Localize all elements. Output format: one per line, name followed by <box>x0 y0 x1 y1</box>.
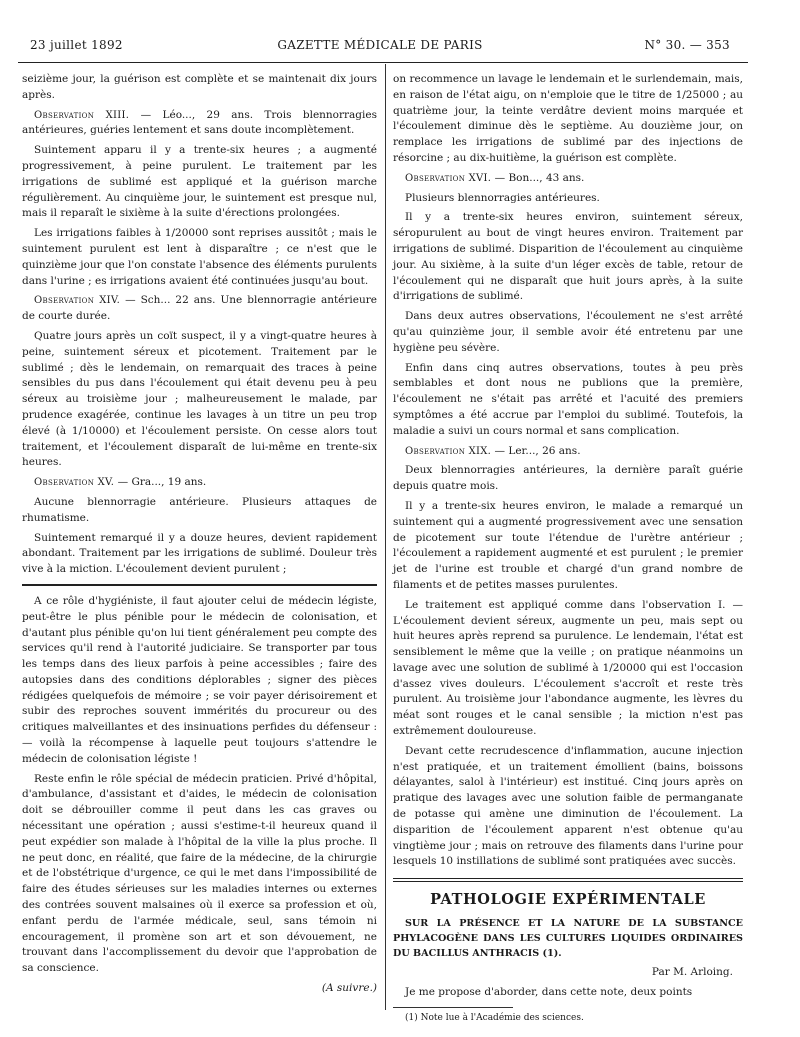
paragraph: on recommence un lavage le lendemain et le surlendemain, mais, en raison de l'état aigu, on n'emploie que le titre de 1/25000 ; au quatrième jour, la teinte verdâtre devient moins marquée et l'écoulement diminue dès le septième. Au douzième jour, on remplace les irrigations de sublimé par des injections de résorcine ; au dix-huitième, la guérison est complète. <box>393 73 743 164</box>
paragraph: Aucune blennorragie antérieure. Plusieurs attaques de rhumatisme. <box>22 495 377 524</box>
paragraph: A ce rôle d'hygiéniste, il faut ajouter celui de médecin légiste, peut-être le plus pénible pour le médecin de colonisation, et d'autant plus pénible qu'on lui tient généralement peu compte des services qu'il rend à l'autorité judiciaire. Se transporter par tous les temps dans des lieux parfois à peine accessibles ; faire des autopsies dans des conditions déplorables ; signer des pièces rédigées quelquefois de mémoire ; se voir payer dérisoirement et subir des reproches souvent immérités du procureur ou des critiques malveillantes et des insinuations perfides du défenseur : — voilà la récompense à laquelle peut toujours s'attendre le médecin de colonisation légiste ! <box>22 594 377 765</box>
paragraph: Je me propose d'aborder, dans cette note, deux points <box>405 985 693 998</box>
paragraph: Suintement remarqué il y a douze heures, devient rapidement abondant. Traitement par les irrigations de sublimé. Douleur très vive à la miction. L'écoulement devient purulent ; <box>22 531 377 576</box>
observation-label: Observation XIV. <box>34 295 121 307</box>
article-subtitle: SUR LA PRÉSENCE ET LA NATURE DE LA SUBSTANCE PHYLACOGÈNE DANS LES CULTURES LIQUIDES ORDINAIRES DU BACILLUS ANTHRACIS (1). <box>393 918 743 960</box>
observation-13 <box>22 108 377 140</box>
footnote-rule <box>393 1007 513 1008</box>
paragraph: seizième jour, la guérison est complète et se maintenait dix jours après. <box>22 73 377 101</box>
observation-16 <box>393 171 743 187</box>
observation-15 <box>22 475 377 491</box>
observation-label: Observation XV. <box>34 477 115 489</box>
observation-text: — Ler..., 26 ans. <box>491 444 581 457</box>
paragraph: Il y a trente-six heures environ, le malade a remarqué un suintement qui a augmenté progressivement avec une sensation de picotement sur toute l'étendue de l'urètre antérieur ; l'écoulement a rapidement augmenté et est purulent ; le premier jet de l'urine est trouble et chargé d'un grand nombre de filaments et de petites masses purulentes. <box>393 499 743 591</box>
journal-title: GAZETTE MÉDICALE DE PARIS <box>277 38 483 52</box>
page-number: N° 30. — 353 <box>644 38 730 52</box>
paragraph: Le traitement est appliqué comme dans l'observation I. — L'écoulement devient séreux, augmente un peu, mais sept ou huit heures après reprend sa purulence. Le lendemain, l'état est sensiblement le même que la veille ; on pratique néanmoins un lavage avec une solution de sublimé à 1/20000 qui est l'occasion d'assez vives douleurs. L'écoulement s'accroît et reste très purulent. Au troisième jour l'abondance augmente, les lèvres du méat sont rouges et le canal sensible ; la miction n'est pas extrêmement douloureuse. <box>393 598 743 738</box>
observation-label: Observation XIX. <box>405 445 492 457</box>
observation-text: — Léo..., 29 ans. Trois blennorragies antérieures, guéries lentement et sans doute incomplètement. <box>22 108 377 137</box>
observation-text: — Gra..., 19 ans. <box>114 476 207 489</box>
right-column <box>393 72 743 1030</box>
paragraph: Quatre jours après un coït suspect, il y a vingt-quatre heures à peine, suintement séreux et picotement. Traitement par le sublimé ; dès le lendemain, on remarquait des traces à peine sensibles du pus dans l'écoulement qui était devenu peu à peu séreux au troisième jour ; malheureusement le malade, par prudence exagérée, continue les lavages à un titre un peu trop élevé (à 1/10000) et l'écoulement persiste. On cesse alors tout traitement, et l'écoulement disparaît de lui-même en trente-six heures. <box>22 329 377 469</box>
observation-text: — Bon..., 43 ans. <box>491 171 585 184</box>
paragraph: Suintement apparu il y a trente-six heures ; a augmenté progressivement, à peine purulent. Le traitement par les irrigations de sublimé est appliqué et la guérison marche régulièrement. Au cinquième jour, le suintement est presque nul, mais il reparaît le sixième à la suite d'érections prolongées. <box>22 144 377 220</box>
footnote: (1) Note lue à l'Académie des sciences. <box>405 1012 584 1023</box>
header-rule <box>18 62 748 63</box>
observation-text: — Sch... 22 ans. Une blennorragie antérieure de courte durée. <box>22 294 377 323</box>
article-author: Par M. Arloing. <box>651 966 733 979</box>
page-header <box>30 38 730 58</box>
column-divider <box>385 64 386 1010</box>
section-separator <box>22 584 377 586</box>
left-column <box>22 72 377 997</box>
section-rule <box>393 881 743 882</box>
section-rule <box>393 878 743 879</box>
paragraph: Il y a trente-six heures environ, suintement séreux, séropurulent au bout de vingt heures environ. Traitement par irrigations de sublimé. Disparition de l'écoulement au cinquième jour. Au sixième, à la suite d'un léger excès de table, retour de l'écoulement qui ne disparaît que huit jours après, à la suite d'irrigations de sublimé. <box>393 211 743 303</box>
paragraph: Dans deux autres observations, l'écoulement ne s'est arrêté qu'au quinzième jour, il semble avoir été entretenu par une hygiène peu sévère. <box>393 310 743 354</box>
observation-19 <box>393 444 743 460</box>
observation-14 <box>22 293 377 325</box>
observation-label: Observation XVI. <box>405 172 492 184</box>
paragraph: Plusieurs blennorragies antérieures. <box>405 191 600 204</box>
continued-note: (A suivre.) <box>321 982 377 995</box>
section-title: PATHOLOGIE EXPÉRIMENTALE <box>430 891 706 909</box>
paragraph: Enfin dans cinq autres observations, toutes à peu près semblables et dont nous ne publions que la première, l'écoulement ne s'était pas arrêté et l'acuité des premiers symptômes a été accrue par l'emploi du sublimé. Toutefois, la maladie a suivi un cours normal et sans complication. <box>393 361 743 437</box>
paragraph: Deux blennorragies antérieures, la dernière paraît guérie depuis quatre mois. <box>393 464 743 493</box>
paragraph: Reste enfin le rôle spécial de médecin praticien. Privé d'hôpital, d'ambulance, d'assistant et d'aides, le médecin de colonisation doit se débrouiller comme il peut dans les cas graves ou nécessitant une opération ; aussi s'estime-t-il heureux quand il peut expédier son malade à l'hôpital de la ville la plus proche. Il ne peut donc, en réalité, que faire de la médecine, de la chirurgie et de l'obstétrique d'urgence, ce qui le met dans l'impossibilité de faire des études sérieuses sur les maladies internes ou externes des contrées souvent malsaines où il exerce sa profession et où, enfant perdu de l'armée médicale, seul, sans témoin ni encouragement, il promène son art et son dévouement, ne trouvant dans l'accomplissement du devoir que l'approbation de sa conscience. <box>22 772 377 975</box>
paragraph: Les irrigations faibles à 1/20000 sont reprises aussitôt ; mais le suintement purulent est lent à disparaître ; ce n'est que le quinzième jour que l'on constate l'absence des éléments purulents dans l'urine ; es irrigations avaient été continuées jusqu'au bout. <box>22 227 377 287</box>
paragraph: Devant cette recrudescence d'inflammation, aucune injection n'est pratiquée, et un traitement émollient (bains, boissons délayantes, salol à l'intérieur) est institué. Cinq jours après on pratique des lavages avec une solution faible de permanganate de potasse qui amène une diminution de l'écoulement. La disparition de l'écoulement apparent n'est obtenue qu'au vingtième jour ; mais on retrouve des filaments dans l'urine pour lesquels 10 instillations de sublimé sont pratiquées avec succès. <box>393 744 743 868</box>
observation-label: Observation XIII. <box>34 109 130 121</box>
issue-date: 23 juillet 1892 <box>30 38 123 52</box>
